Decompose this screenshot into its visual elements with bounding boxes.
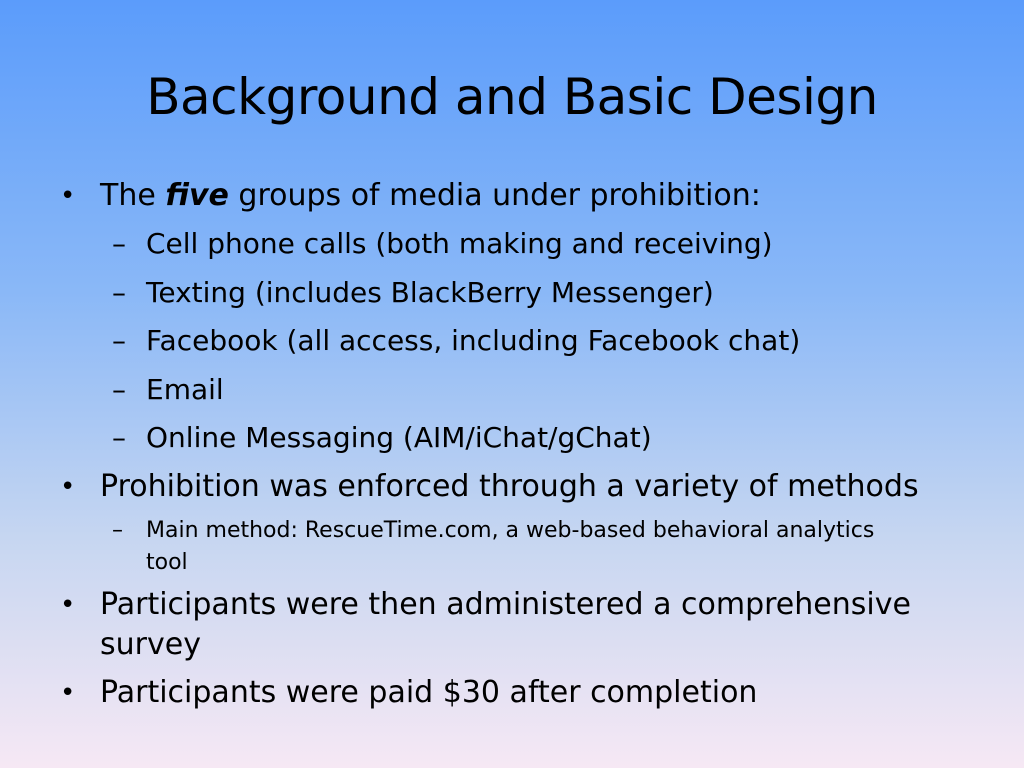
bullet-text: Prohibition was enforced through a variety of methods: [100, 468, 919, 504]
bullet-text-emphasis: five: [165, 178, 229, 213]
sub-bullet-online-messaging: [56, 414, 956, 463]
bullet-text-prefix: The: [100, 178, 166, 213]
slide-content: [56, 172, 956, 717]
bullet-icon: •: [60, 181, 76, 211]
sub-bullet-email: [56, 366, 956, 415]
sub-bullet-text: Email: [146, 372, 224, 406]
bullet-paid: [56, 669, 956, 717]
sub-bullet-texting: [56, 269, 956, 318]
bullet-text-suffix: groups of media under prohibition:: [228, 178, 761, 213]
slide-title: Background and Basic Design: [146, 68, 878, 126]
bullet-icon: •: [60, 471, 76, 502]
dash-icon: –: [112, 517, 123, 543]
sub-bullet-text: Cell phone calls (both making and receiving): [146, 227, 773, 260]
bullet-survey: [56, 585, 956, 665]
dash-icon: –: [112, 324, 126, 357]
bullet-prohibition-enforced: [56, 463, 956, 511]
dash-icon: –: [112, 227, 126, 260]
sub-bullet-facebook: [56, 317, 956, 366]
bullet-media-groups: [56, 172, 956, 220]
sub-bullet-cell-phone: [56, 220, 956, 269]
bullet-icon: •: [60, 677, 76, 708]
dash-icon: –: [112, 275, 126, 309]
sub-bullet-text: Facebook (all access, including Facebook chat): [146, 324, 801, 357]
sub-bullet-text: Texting (includes BlackBerry Messenger): [146, 275, 714, 309]
sub-bullet-main-method: [56, 511, 906, 581]
dash-icon: –: [112, 421, 126, 454]
bullet-text: Participants were then administered a comprehensive survey: [100, 586, 911, 662]
sub-bullet-text: Main method: RescueTime.com, a web-based behavioral analytics tool: [146, 517, 875, 575]
sub-bullet-text: Online Messaging (AIM/iChat/gChat): [146, 421, 652, 454]
bullet-icon: •: [60, 589, 76, 620]
dash-icon: –: [112, 372, 126, 406]
bullet-text: Participants were paid $30 after completion: [100, 674, 758, 710]
